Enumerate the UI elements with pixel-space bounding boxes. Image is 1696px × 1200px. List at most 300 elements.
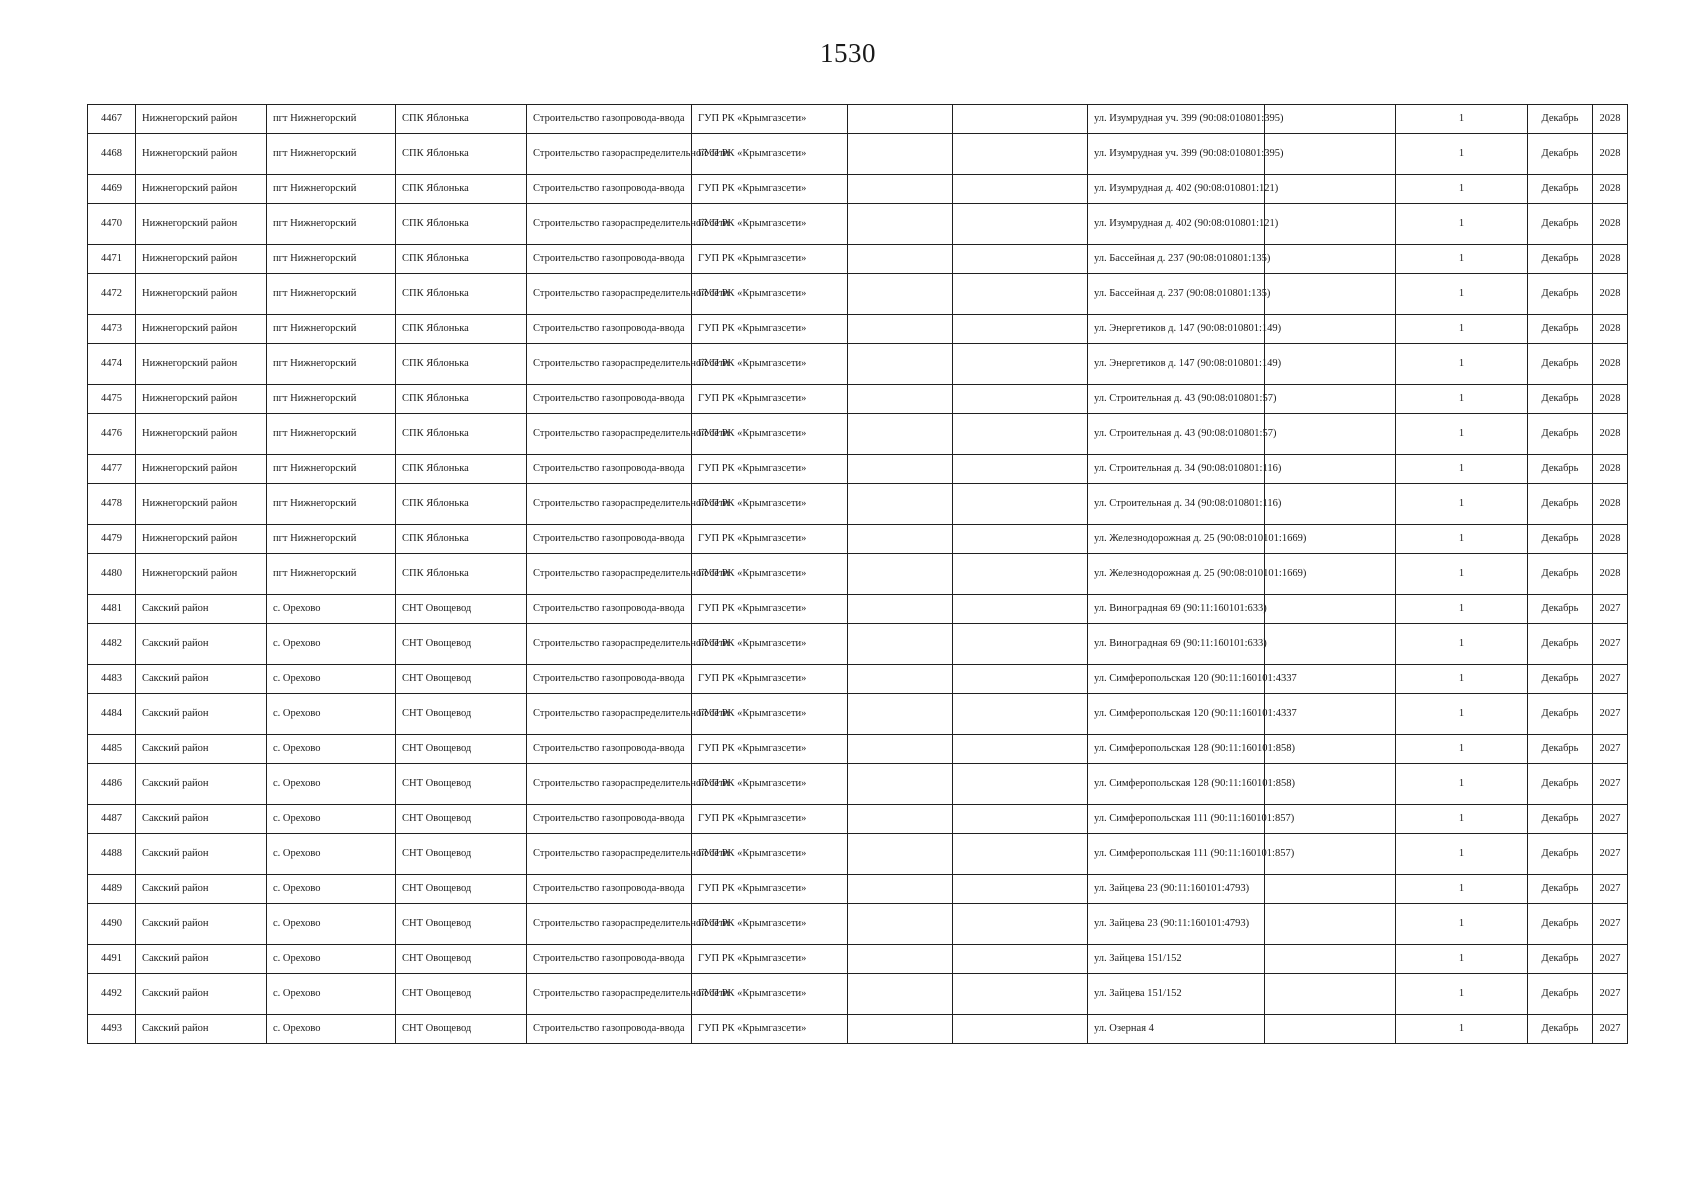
table-row [88, 484, 1628, 525]
table-row [88, 274, 1628, 315]
partnership-cell: СПК Яблонька [396, 175, 527, 204]
district-cell: Нижнегорский район [136, 175, 267, 204]
month-cell: Декабрь [1528, 414, 1593, 455]
locality-cell: с. Орехово [267, 665, 396, 694]
locality-cell: с. Орехово [267, 904, 396, 945]
organization-cell: ГУП РК «Крымгазсети» [692, 455, 848, 484]
organization-cell: ГУП РК «Крымгазсети» [692, 134, 848, 175]
empty-cell [953, 274, 1088, 315]
locality-cell: с. Орехово [267, 974, 396, 1015]
locality-cell: пгт Нижнегорский [267, 525, 396, 554]
year-cell: 2028 [1593, 455, 1628, 484]
quantity-cell: 1 [1396, 834, 1528, 875]
address-cell: ул. Симферопольская 120 (90:11:160101:4337 [1088, 665, 1265, 694]
empty-cell [953, 455, 1088, 484]
address-cell: ул. Виноградная 69 (90:11:160101:633) [1088, 595, 1265, 624]
partnership-cell: СПК Яблонька [396, 204, 527, 245]
organization-cell: ГУП РК «Крымгазсети» [692, 484, 848, 525]
empty-cell [848, 274, 953, 315]
row-number-cell: 4471 [88, 245, 136, 274]
empty-cell [953, 904, 1088, 945]
work-type-cell: Строительство газораспределительной сети [527, 764, 692, 805]
organization-cell: ГУП РК «Крымгазсети» [692, 1015, 848, 1044]
month-cell: Декабрь [1528, 385, 1593, 414]
organization-cell: ГУП РК «Крымгазсети» [692, 805, 848, 834]
organization-cell: ГУП РК «Крымгазсети» [692, 525, 848, 554]
table-row [88, 735, 1628, 764]
empty-cell [953, 805, 1088, 834]
address-cell: ул. Зайцева 23 (90:11:160101:4793) [1088, 875, 1265, 904]
table-row [88, 344, 1628, 385]
year-cell: 2027 [1593, 834, 1628, 875]
partnership-cell: СНТ Овощевод [396, 904, 527, 945]
month-cell: Декабрь [1528, 624, 1593, 665]
empty-cell [848, 385, 953, 414]
year-cell: 2027 [1593, 595, 1628, 624]
district-cell: Нижнегорский район [136, 134, 267, 175]
quantity-cell: 1 [1396, 945, 1528, 974]
table-row [88, 414, 1628, 455]
row-number-cell: 4475 [88, 385, 136, 414]
empty-cell [953, 525, 1088, 554]
table-row [88, 204, 1628, 245]
table-row [88, 525, 1628, 554]
address-cell: ул. Строительная д. 43 (90:08:010801:57) [1088, 414, 1265, 455]
month-cell: Декабрь [1528, 274, 1593, 315]
empty-cell [1265, 974, 1396, 1015]
table-row [88, 764, 1628, 805]
quantity-cell: 1 [1396, 595, 1528, 624]
month-cell: Декабрь [1528, 694, 1593, 735]
district-cell: Нижнегорский район [136, 455, 267, 484]
year-cell: 2028 [1593, 484, 1628, 525]
empty-cell [1265, 624, 1396, 665]
partnership-cell: СПК Яблонька [396, 105, 527, 134]
table-row [88, 455, 1628, 484]
month-cell: Декабрь [1528, 834, 1593, 875]
empty-cell [848, 315, 953, 344]
locality-cell: пгт Нижнегорский [267, 204, 396, 245]
quantity-cell: 1 [1396, 245, 1528, 274]
district-cell: Нижнегорский район [136, 414, 267, 455]
empty-cell [953, 105, 1088, 134]
table-row [88, 554, 1628, 595]
month-cell: Декабрь [1528, 665, 1593, 694]
address-cell: ул. Озерная 4 [1088, 1015, 1265, 1044]
locality-cell: пгт Нижнегорский [267, 245, 396, 274]
work-type-cell: Строительство газопровода-ввода [527, 105, 692, 134]
empty-cell [848, 904, 953, 945]
organization-cell: ГУП РК «Крымгазсети» [692, 315, 848, 344]
organization-cell: ГУП РК «Крымгазсети» [692, 414, 848, 455]
district-cell: Сакский район [136, 875, 267, 904]
quantity-cell: 1 [1396, 735, 1528, 764]
empty-cell [953, 945, 1088, 974]
row-number-cell: 4492 [88, 974, 136, 1015]
empty-cell [1265, 484, 1396, 525]
year-cell: 2028 [1593, 204, 1628, 245]
district-cell: Сакский район [136, 974, 267, 1015]
empty-cell [1265, 134, 1396, 175]
table-row [88, 805, 1628, 834]
locality-cell: пгт Нижнегорский [267, 414, 396, 455]
table-row [88, 1015, 1628, 1044]
empty-cell [1265, 245, 1396, 274]
empty-cell [953, 385, 1088, 414]
work-type-cell: Строительство газораспределительной сети [527, 834, 692, 875]
address-cell: ул. Симферопольская 120 (90:11:160101:4337 [1088, 694, 1265, 735]
address-cell: ул. Бассейная д. 237 (90:08:010801:135) [1088, 274, 1265, 315]
partnership-cell: СНТ Овощевод [396, 1015, 527, 1044]
quantity-cell: 1 [1396, 525, 1528, 554]
empty-cell [1265, 274, 1396, 315]
row-number-cell: 4479 [88, 525, 136, 554]
work-type-cell: Строительство газопровода-ввода [527, 385, 692, 414]
empty-cell [848, 245, 953, 274]
quantity-cell: 1 [1396, 315, 1528, 344]
table-row [88, 315, 1628, 344]
work-type-cell: Строительство газопровода-ввода [527, 875, 692, 904]
address-cell: ул. Зайцева 151/152 [1088, 974, 1265, 1015]
table-row [88, 624, 1628, 665]
organization-cell: ГУП РК «Крымгазсети» [692, 245, 848, 274]
work-type-cell: Строительство газораспределительной сети [527, 624, 692, 665]
locality-cell: пгт Нижнегорский [267, 274, 396, 315]
locality-cell: с. Орехово [267, 694, 396, 735]
district-cell: Сакский район [136, 945, 267, 974]
address-cell: ул. Строительная д. 34 (90:08:010801:116) [1088, 484, 1265, 525]
month-cell: Декабрь [1528, 204, 1593, 245]
empty-cell [848, 175, 953, 204]
work-type-cell: Строительство газопровода-ввода [527, 595, 692, 624]
address-cell: ул. Симферопольская 111 (90:11:160101:857) [1088, 834, 1265, 875]
row-number-cell: 4480 [88, 554, 136, 595]
organization-cell: ГУП РК «Крымгазсети» [692, 175, 848, 204]
partnership-cell: СПК Яблонька [396, 134, 527, 175]
quantity-cell: 1 [1396, 974, 1528, 1015]
empty-cell [848, 105, 953, 134]
registry-table [87, 104, 1628, 1044]
organization-cell: ГУП РК «Крымгазсети» [692, 904, 848, 945]
address-cell: ул. Зайцева 151/152 [1088, 945, 1265, 974]
locality-cell: с. Орехово [267, 875, 396, 904]
partnership-cell: СНТ Овощевод [396, 805, 527, 834]
address-cell: ул. Энергетиков д. 147 (90:08:010801:149) [1088, 344, 1265, 385]
empty-cell [848, 204, 953, 245]
empty-cell [1265, 455, 1396, 484]
empty-cell [953, 554, 1088, 595]
year-cell: 2028 [1593, 315, 1628, 344]
work-type-cell: Строительство газопровода-ввода [527, 945, 692, 974]
empty-cell [848, 875, 953, 904]
row-number-cell: 4472 [88, 274, 136, 315]
organization-cell: ГУП РК «Крымгазсети» [692, 665, 848, 694]
quantity-cell: 1 [1396, 694, 1528, 735]
year-cell: 2027 [1593, 694, 1628, 735]
partnership-cell: СНТ Овощевод [396, 694, 527, 735]
row-number-cell: 4477 [88, 455, 136, 484]
row-number-cell: 4482 [88, 624, 136, 665]
work-type-cell: Строительство газораспределительной сети [527, 204, 692, 245]
district-cell: Сакский район [136, 764, 267, 805]
district-cell: Нижнегорский район [136, 525, 267, 554]
empty-cell [1265, 945, 1396, 974]
quantity-cell: 1 [1396, 175, 1528, 204]
district-cell: Сакский район [136, 694, 267, 735]
locality-cell: с. Орехово [267, 764, 396, 805]
empty-cell [1265, 904, 1396, 945]
empty-cell [953, 665, 1088, 694]
address-cell: ул. Симферопольская 128 (90:11:160101:858) [1088, 764, 1265, 805]
table-row [88, 245, 1628, 274]
work-type-cell: Строительство газораспределительной сети [527, 694, 692, 735]
month-cell: Декабрь [1528, 344, 1593, 385]
month-cell: Декабрь [1528, 1015, 1593, 1044]
empty-cell [848, 694, 953, 735]
empty-cell [1265, 344, 1396, 385]
work-type-cell: Строительство газопровода-ввода [527, 735, 692, 764]
locality-cell: с. Орехово [267, 805, 396, 834]
row-number-cell: 4493 [88, 1015, 136, 1044]
empty-cell [953, 735, 1088, 764]
address-cell: ул. Энергетиков д. 147 (90:08:010801:149) [1088, 315, 1265, 344]
month-cell: Декабрь [1528, 455, 1593, 484]
empty-cell [1265, 414, 1396, 455]
empty-cell [1265, 385, 1396, 414]
empty-cell [953, 694, 1088, 735]
empty-cell [848, 665, 953, 694]
empty-cell [848, 455, 953, 484]
row-number-cell: 4487 [88, 805, 136, 834]
year-cell: 2027 [1593, 904, 1628, 945]
month-cell: Декабрь [1528, 245, 1593, 274]
empty-cell [953, 1015, 1088, 1044]
organization-cell: ГУП РК «Крымгазсети» [692, 834, 848, 875]
partnership-cell: СПК Яблонька [396, 274, 527, 315]
partnership-cell: СНТ Овощевод [396, 875, 527, 904]
empty-cell [848, 974, 953, 1015]
locality-cell: пгт Нижнегорский [267, 385, 396, 414]
work-type-cell: Строительство газопровода-ввода [527, 455, 692, 484]
partnership-cell: СНТ Овощевод [396, 764, 527, 805]
district-cell: Сакский район [136, 735, 267, 764]
table-row [88, 105, 1628, 134]
table-row [88, 385, 1628, 414]
work-type-cell: Строительство газораспределительной сети [527, 484, 692, 525]
table-row [88, 834, 1628, 875]
table-row [88, 974, 1628, 1015]
partnership-cell: СПК Яблонька [396, 344, 527, 385]
work-type-cell: Строительство газораспределительной сети [527, 904, 692, 945]
quantity-cell: 1 [1396, 385, 1528, 414]
month-cell: Декабрь [1528, 735, 1593, 764]
table-row [88, 904, 1628, 945]
district-cell: Нижнегорский район [136, 554, 267, 595]
organization-cell: ГУП РК «Крымгазсети» [692, 204, 848, 245]
row-number-cell: 4486 [88, 764, 136, 805]
row-number-cell: 4469 [88, 175, 136, 204]
locality-cell: с. Орехово [267, 1015, 396, 1044]
quantity-cell: 1 [1396, 875, 1528, 904]
quantity-cell: 1 [1396, 274, 1528, 315]
year-cell: 2028 [1593, 175, 1628, 204]
row-number-cell: 4468 [88, 134, 136, 175]
organization-cell: ГУП РК «Крымгазсети» [692, 764, 848, 805]
work-type-cell: Строительство газопровода-ввода [527, 1015, 692, 1044]
district-cell: Сакский район [136, 624, 267, 665]
empty-cell [1265, 595, 1396, 624]
partnership-cell: СНТ Овощевод [396, 595, 527, 624]
partnership-cell: СПК Яблонька [396, 245, 527, 274]
month-cell: Декабрь [1528, 945, 1593, 974]
locality-cell: с. Орехово [267, 834, 396, 875]
address-cell: ул. Изумрудная уч. 399 (90:08:010801:395) [1088, 105, 1265, 134]
empty-cell [1265, 204, 1396, 245]
locality-cell: с. Орехово [267, 945, 396, 974]
year-cell: 2027 [1593, 974, 1628, 1015]
month-cell: Декабрь [1528, 484, 1593, 525]
address-cell: ул. Изумрудная д. 402 (90:08:010801:121) [1088, 204, 1265, 245]
address-cell: ул. Симферопольская 128 (90:11:160101:858) [1088, 735, 1265, 764]
quantity-cell: 1 [1396, 204, 1528, 245]
year-cell: 2027 [1593, 624, 1628, 665]
month-cell: Декабрь [1528, 554, 1593, 595]
table-row [88, 665, 1628, 694]
empty-cell [848, 805, 953, 834]
empty-cell [848, 484, 953, 525]
empty-cell [953, 974, 1088, 1015]
year-cell: 2027 [1593, 665, 1628, 694]
row-number-cell: 4488 [88, 834, 136, 875]
row-number-cell: 4483 [88, 665, 136, 694]
partnership-cell: СПК Яблонька [396, 414, 527, 455]
work-type-cell: Строительство газораспределительной сети [527, 414, 692, 455]
year-cell: 2028 [1593, 274, 1628, 315]
row-number-cell: 4485 [88, 735, 136, 764]
year-cell: 2027 [1593, 805, 1628, 834]
quantity-cell: 1 [1396, 554, 1528, 595]
partnership-cell: СПК Яблонька [396, 525, 527, 554]
partnership-cell: СНТ Овощевод [396, 834, 527, 875]
locality-cell: пгт Нижнегорский [267, 134, 396, 175]
quantity-cell: 1 [1396, 665, 1528, 694]
quantity-cell: 1 [1396, 455, 1528, 484]
work-type-cell: Строительство газораспределительной сети [527, 134, 692, 175]
empty-cell [848, 134, 953, 175]
district-cell: Нижнегорский район [136, 385, 267, 414]
registry-rows [88, 105, 1628, 1044]
row-number-cell: 4489 [88, 875, 136, 904]
empty-cell [953, 624, 1088, 665]
empty-cell [953, 315, 1088, 344]
month-cell: Декабрь [1528, 315, 1593, 344]
district-cell: Нижнегорский район [136, 105, 267, 134]
quantity-cell: 1 [1396, 414, 1528, 455]
district-cell: Нижнегорский район [136, 484, 267, 525]
work-type-cell: Строительство газопровода-ввода [527, 315, 692, 344]
locality-cell: с. Орехово [267, 735, 396, 764]
table-row [88, 945, 1628, 974]
row-number-cell: 4476 [88, 414, 136, 455]
year-cell: 2028 [1593, 134, 1628, 175]
row-number-cell: 4491 [88, 945, 136, 974]
empty-cell [953, 414, 1088, 455]
year-cell: 2027 [1593, 875, 1628, 904]
month-cell: Декабрь [1528, 764, 1593, 805]
registry-table-wrapper [87, 104, 1628, 1044]
partnership-cell: СПК Яблонька [396, 554, 527, 595]
year-cell: 2027 [1593, 764, 1628, 805]
empty-cell [1265, 315, 1396, 344]
year-cell: 2028 [1593, 554, 1628, 595]
address-cell: ул. Изумрудная д. 402 (90:08:010801:121) [1088, 175, 1265, 204]
work-type-cell: Строительство газораспределительной сети [527, 274, 692, 315]
partnership-cell: СНТ Овощевод [396, 624, 527, 665]
empty-cell [848, 624, 953, 665]
table-row [88, 134, 1628, 175]
organization-cell: ГУП РК «Крымгазсети» [692, 624, 848, 665]
row-number-cell: 4473 [88, 315, 136, 344]
district-cell: Сакский район [136, 1015, 267, 1044]
quantity-cell: 1 [1396, 105, 1528, 134]
locality-cell: пгт Нижнегорский [267, 554, 396, 595]
district-cell: Сакский район [136, 904, 267, 945]
district-cell: Сакский район [136, 834, 267, 875]
address-cell: ул. Зайцева 23 (90:11:160101:4793) [1088, 904, 1265, 945]
table-row [88, 694, 1628, 735]
row-number-cell: 4490 [88, 904, 136, 945]
empty-cell [953, 204, 1088, 245]
address-cell: ул. Бассейная д. 237 (90:08:010801:135) [1088, 245, 1265, 274]
empty-cell [848, 1015, 953, 1044]
empty-cell [848, 945, 953, 974]
organization-cell: ГУП РК «Крымгазсети» [692, 385, 848, 414]
address-cell: ул. Строительная д. 43 (90:08:010801:57) [1088, 385, 1265, 414]
organization-cell: ГУП РК «Крымгазсети» [692, 595, 848, 624]
empty-cell [848, 554, 953, 595]
partnership-cell: СПК Яблонька [396, 455, 527, 484]
locality-cell: пгт Нижнегорский [267, 484, 396, 525]
work-type-cell: Строительство газораспределительной сети [527, 554, 692, 595]
year-cell: 2028 [1593, 105, 1628, 134]
table-row [88, 875, 1628, 904]
year-cell: 2027 [1593, 735, 1628, 764]
row-number-cell: 4478 [88, 484, 136, 525]
row-number-cell: 4484 [88, 694, 136, 735]
empty-cell [848, 414, 953, 455]
year-cell: 2028 [1593, 245, 1628, 274]
organization-cell: ГУП РК «Крымгазсети» [692, 735, 848, 764]
locality-cell: пгт Нижнегорский [267, 175, 396, 204]
month-cell: Декабрь [1528, 595, 1593, 624]
organization-cell: ГУП РК «Крымгазсети» [692, 694, 848, 735]
district-cell: Нижнегорский район [136, 315, 267, 344]
district-cell: Сакский район [136, 595, 267, 624]
organization-cell: ГУП РК «Крымгазсети» [692, 875, 848, 904]
organization-cell: ГУП РК «Крымгазсети» [692, 974, 848, 1015]
district-cell: Нижнегорский район [136, 245, 267, 274]
month-cell: Декабрь [1528, 134, 1593, 175]
empty-cell [848, 764, 953, 805]
empty-cell [848, 525, 953, 554]
quantity-cell: 1 [1396, 904, 1528, 945]
partnership-cell: СПК Яблонька [396, 315, 527, 344]
quantity-cell: 1 [1396, 1015, 1528, 1044]
partnership-cell: СНТ Овощевод [396, 665, 527, 694]
partnership-cell: СПК Яблонька [396, 484, 527, 525]
organization-cell: ГУП РК «Крымгазсети» [692, 344, 848, 385]
quantity-cell: 1 [1396, 344, 1528, 385]
